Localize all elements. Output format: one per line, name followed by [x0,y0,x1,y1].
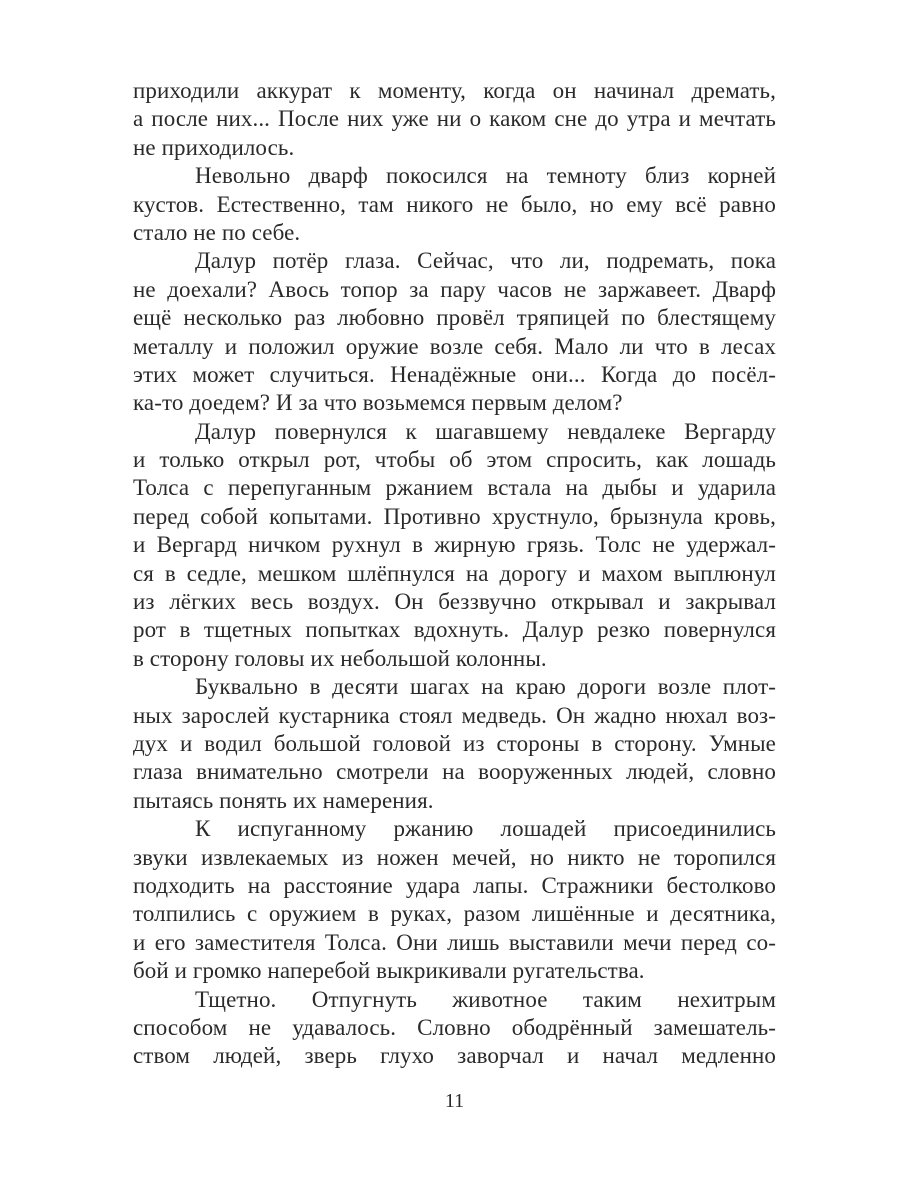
text-line: и Вергард ничком рухнул в жирную грязь. Толс не удержал- [133,532,776,558]
paragraph [133,986,776,1071]
text-line: дух и водил большой головой из стороны в сторону. Умные [133,730,776,756]
text-line: ка-то доедем? И за что возьмемся первым делом? [133,390,623,416]
text-line: пытаясь понять их намерения. [133,787,434,813]
text-line: в сторону головы их небольшой колонны. [133,645,547,671]
text-line: и только открыл рот, чтобы об этом спросить, как лошадь [133,447,776,473]
text-line: ся в седле, мешком шлёпнулся на дорогу и махом выплюнул [133,560,776,586]
text-line: и его заместителя Толса. Они лишь выставили мечи перед со- [133,929,776,955]
text-line: толпились с оружием в руках, разом лишённые и десятника, [133,901,776,927]
text-line: не доехали? Авось топор за пару часов не заржавеет. Дварф [133,276,776,302]
text-line: подходить на расстояние удара лапы. Стражники бестолково [133,872,776,898]
text-line: ещё несколько раз любовно провёл тряпицей по блестящему [133,305,776,331]
paragraph [133,77,776,162]
text-line: звуки извлекаемых из ножен мечей, но никто не торопился [133,844,776,870]
paragraph [133,418,776,674]
text-line: не приходилось. [133,134,295,160]
paragraph [133,815,776,985]
text-line: Толса с перепуганным ржанием встала на дыбы и ударила [133,475,776,501]
page-number: 11 [444,1090,465,1112]
text-line: этих может случиться. Ненадёжные они... Когда до посёл- [133,361,776,387]
text-line: кустов. Естественно, там никого не было, но ему всё равно [133,191,776,217]
text-line: приходили аккурат к моменту, когда он начинал дремать, [133,78,776,103]
text-line: бой и громко наперебой выкрикивали ругательства. [133,958,645,984]
text-line: стало не по себе. [133,219,301,245]
text-line: ных зарослей кустарника стоял медведь. Он жадно нюхал воз- [133,702,776,728]
paragraph [133,247,776,417]
text-line: глаза внимательно смотрели на вооруженных людей, словно [133,759,776,785]
text-line: металлу и положил оружие возле себя. Мало ли что в лесах [133,333,776,359]
text-line: Тщетно. Отпугнуть животное таким нехитрым [195,986,776,1012]
text-line: перед собой копытами. Противно хрустнуло, брызнула кровь, [133,503,776,529]
text-line: Далур повернулся к шагавшему невдалеке Вергарду [195,418,776,444]
text-line: Невольно дварф покосился на темноту близ корней [195,163,776,189]
page-text-block [133,77,776,1071]
text-line: а после них... После них уже ни о каком сне до утра и мечтать [133,106,776,132]
text-line: Буквально в десяти шагах на краю дороги возле плот- [195,674,776,700]
text-line: ством людей, зверь глухо заворчал и начал медленно [133,1043,776,1069]
text-line: способом не удавалось. Словно ободрённый замешатель- [133,1014,776,1040]
text-line: рот в тщетных попытках вдохнуть. Далур резко повернулся [133,617,776,643]
text-line: из лёгких весь воздух. Он беззвучно открывал и закрывал [133,589,776,615]
text-line: Далур потёр глаза. Сейчас, что ли, подремать, пока [195,248,776,274]
paragraph [133,673,776,815]
paragraph [133,162,776,247]
text-line: К испуганному ржанию лошадей присоединились [195,816,776,842]
